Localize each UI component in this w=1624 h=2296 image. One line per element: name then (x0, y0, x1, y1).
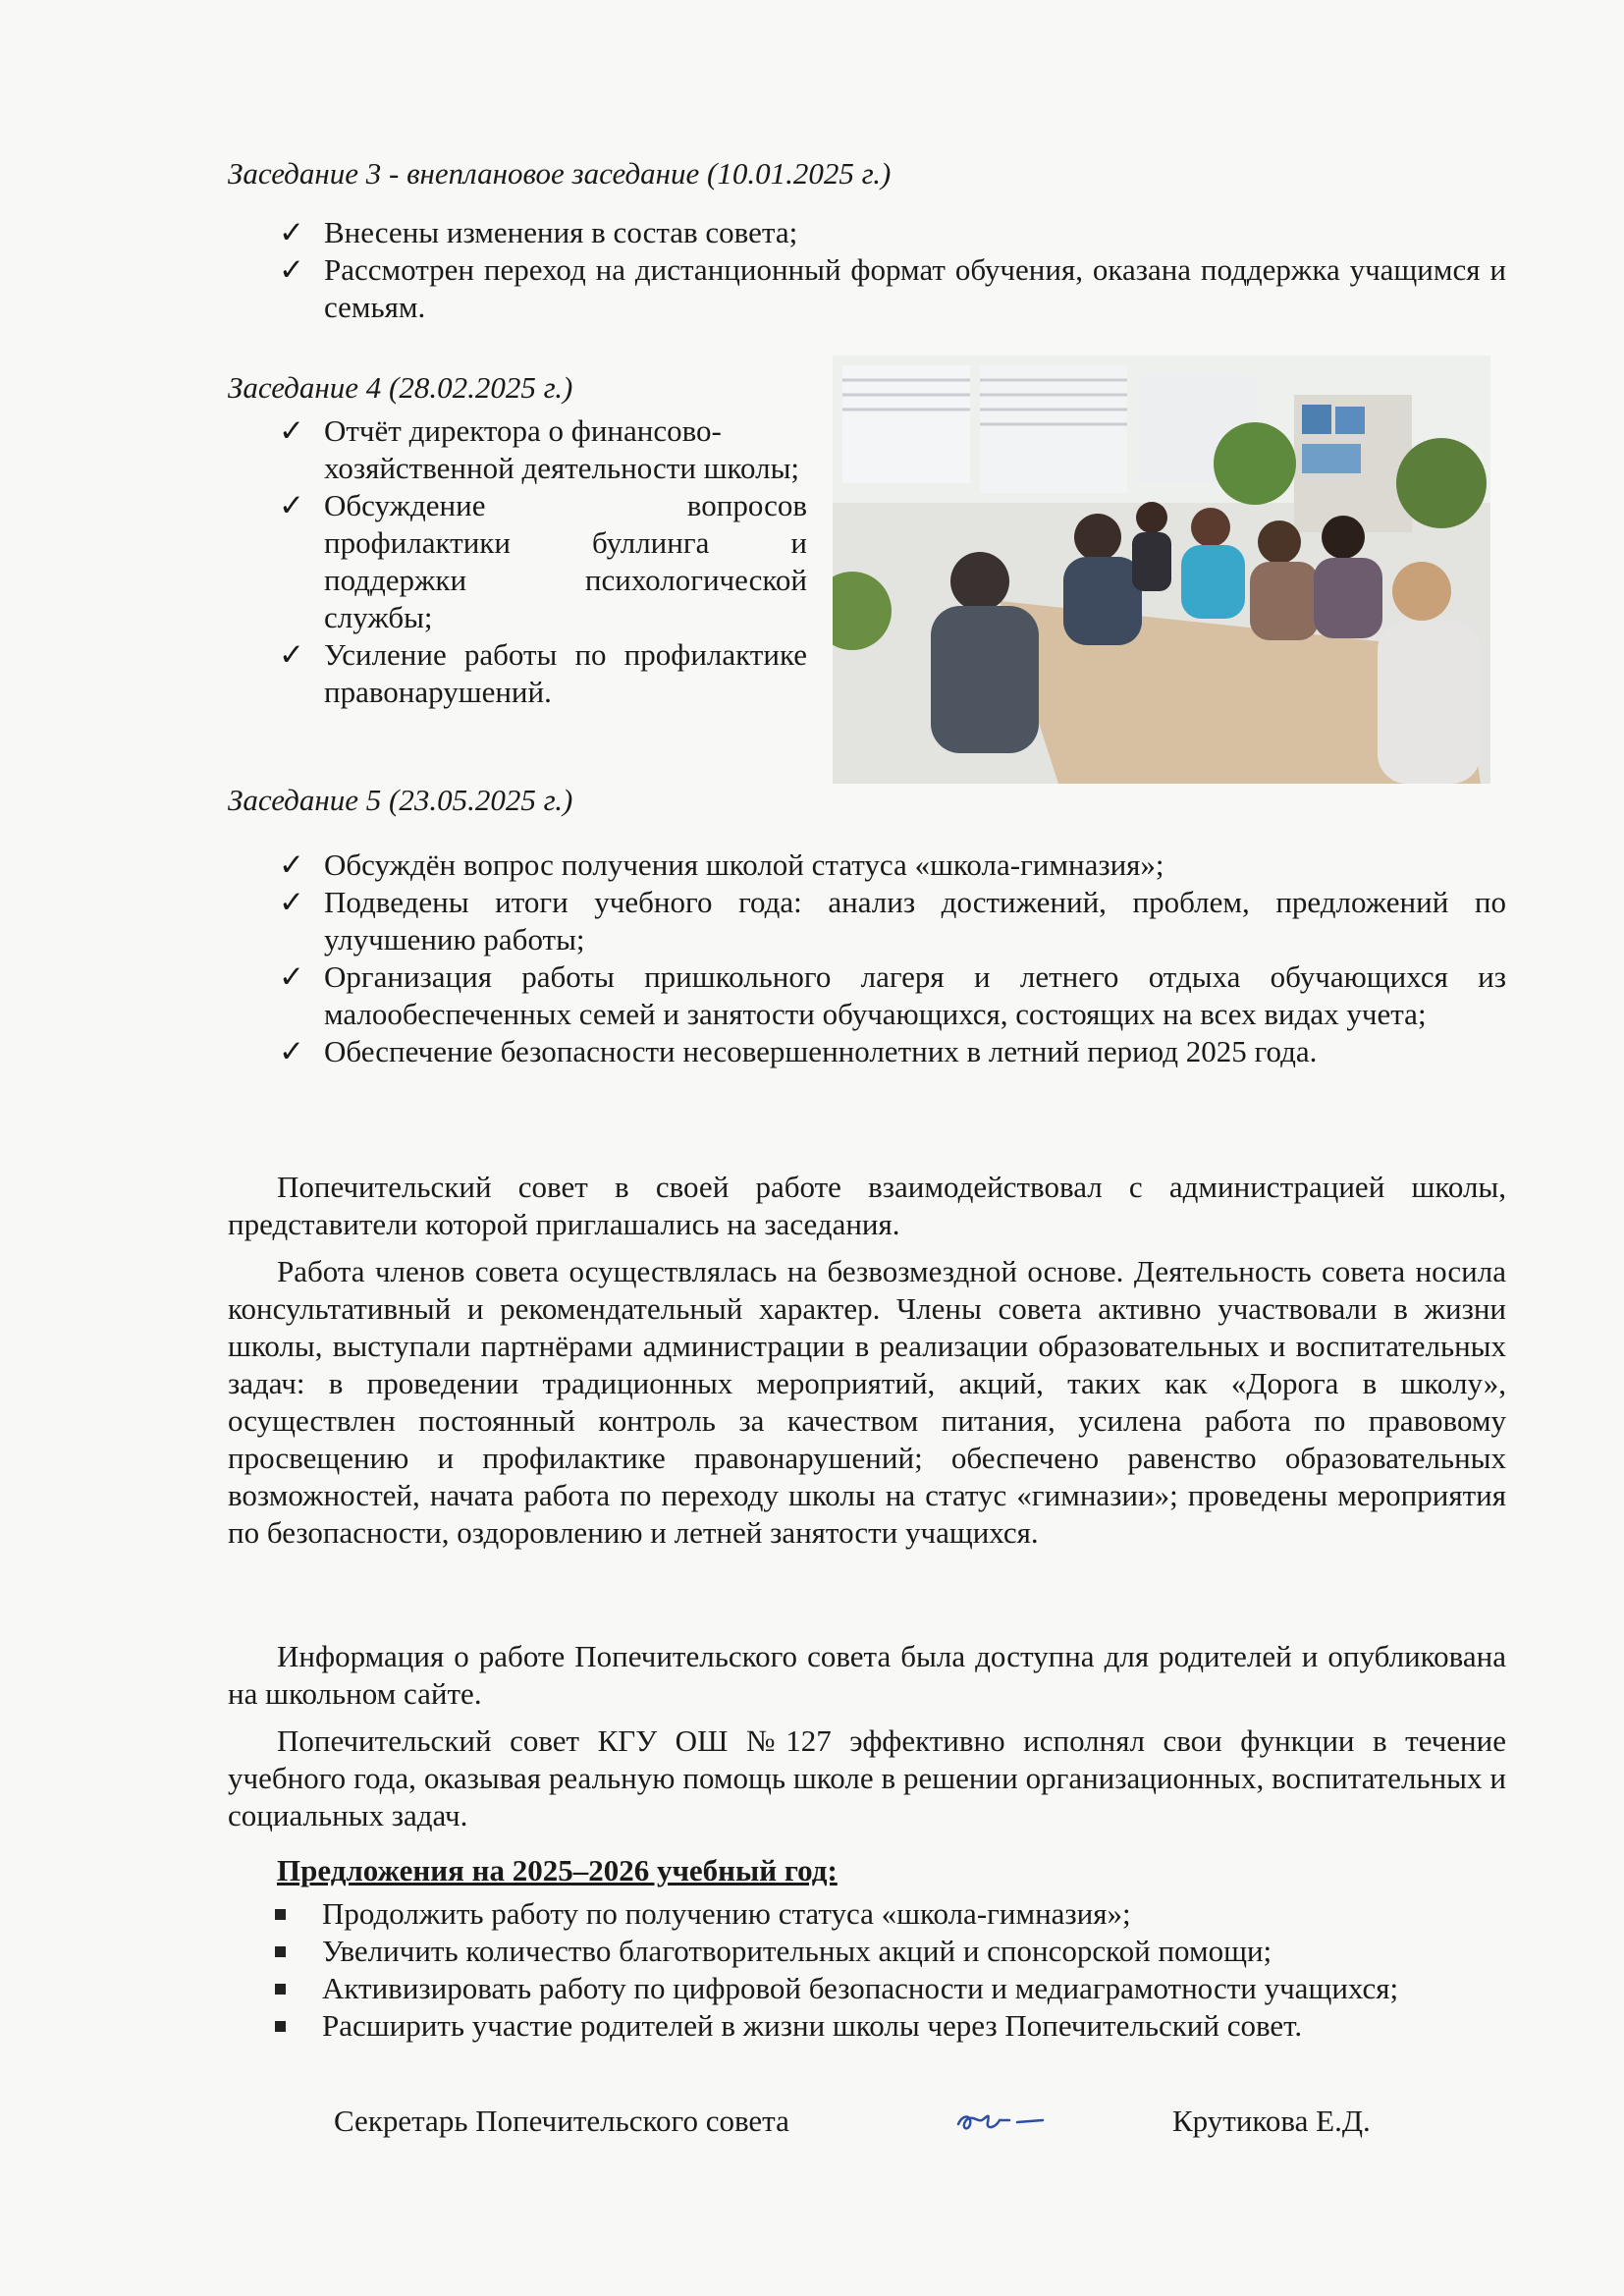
list-item: ✓ Подведены итоги учебного года: анализ достижений, проблем, предложений по улучшению работы; (279, 885, 1506, 957)
square-bullet-icon (275, 1984, 286, 1995)
square-bullet-icon (275, 1909, 286, 1920)
checkmark-icon: ✓ (279, 885, 304, 920)
list-item: Активизировать работу по цифровой безопасности и медиаграмотности учащихся; (271, 1970, 1506, 2007)
meeting-5-heading: Заседание 5 (23.05.2025 г.) (228, 783, 573, 817)
signature-name: Крутикова Е.Д. (1172, 2104, 1371, 2138)
paragraph: Информация о работе Попечительского совета была доступна для родителей и опубликована на школьном сайте. (228, 1639, 1506, 1711)
checkmark-icon: ✓ (279, 252, 304, 288)
square-bullet-icon (275, 1946, 286, 1957)
signature-row (0, 2103, 1624, 2142)
meeting-3-heading: Заседание 3 - внеплановое заседание (10.01.2025 г.) (228, 156, 892, 191)
list-item: ✓ Обсуждён вопрос получения школой статуса «школа-гимназия»; (279, 847, 1164, 883)
meeting-5-list (279, 847, 1506, 1070)
list-item: Продолжить работу по получению статуса «школа-гимназия»; (271, 1895, 1506, 1933)
proposals-list (271, 1895, 1506, 2045)
meeting-photo (833, 355, 1490, 784)
checkmark-icon: ✓ (279, 847, 304, 883)
list-item: ✓ Обеспечение безопасности несовершеннолетних в летний период 2025 года. (279, 1034, 1318, 1069)
meeting-photo-illustration (833, 355, 1490, 784)
checkmark-icon: ✓ (279, 413, 304, 449)
meeting-4-heading: Заседание 4 (28.02.2025 г.) (228, 370, 573, 405)
square-bullet-icon (275, 2021, 286, 2032)
paragraph: Работа членов совета осуществлялась на безвозмездной основе. Деятельность совета носила консультативный и рекомендательный характер. Члены совета активно участвовали в жизни школы, выступали партнёрами администрации в реализации образовательных и воспитательных задач: в проведении традиционных мероприятий, акций, таких как «Дорога в школу», осуществлен постоянный контроль за качеством питания, усилена работа по правовому просвещению и профилактике правонарушений; обеспечено равенство образовательных возможностей, начата работа по переходу школы на статус «гимназии»; проведены мероприятия по безопасности, оздоровлению и летней занятости учащихся. (228, 1254, 1506, 1550)
checkmark-icon: ✓ (279, 488, 304, 523)
list-item: ✓ Организация работы пришкольного лагеря и летнего отдыха обучающихся из малообеспеченных семей и занятости обучающихся, состоящих на всех видах учета; (279, 959, 1506, 1031)
handwritten-signature (952, 2103, 1051, 2136)
proposals-title: Предложения на 2025–2026 учебный год: (277, 1853, 838, 1887)
checkmark-icon: ✓ (279, 1034, 304, 1069)
paragraph: Попечительский совет в своей работе взаимодействовал с администрацией школы, представители которой приглашались на заседания. (228, 1170, 1506, 1241)
list-item: ✓ Рассмотрен переход на дистанционный формат обучения, оказана поддержка учащимся и семьям. (279, 252, 1506, 324)
meeting-3-list (279, 214, 1506, 326)
list-item: ✓ Обсуждение вопросов профилактики буллинга и поддержки психологической службы; (279, 488, 807, 634)
list-item: ✓ Усиление работы по профилактике правонарушений. (279, 637, 807, 709)
checkmark-icon: ✓ (279, 215, 304, 250)
checkmark-icon: ✓ (279, 637, 304, 673)
meeting-4-list (279, 412, 807, 711)
signature-title: Секретарь Попечительского совета (334, 2104, 789, 2138)
list-item: Расширить участие родителей в жизни школы через Попечительский совет. (271, 2007, 1506, 2045)
list-item: ✓ Отчёт директора о финансово-хозяйственной деятельности школы; (279, 413, 800, 485)
paragraph: Попечительский совет КГУ ОШ №127 эффективно исполнял свои функции в течение учебного года, оказывая реальную помощь школе в решении организационных, воспитательных и социальных задач. (228, 1723, 1506, 1832)
list-item: Увеличить количество благотворительных акций и спонсорской помощи; (271, 1933, 1506, 1970)
list-item: ✓ Внесены изменения в состав совета; (279, 215, 798, 250)
checkmark-icon: ✓ (279, 959, 304, 995)
